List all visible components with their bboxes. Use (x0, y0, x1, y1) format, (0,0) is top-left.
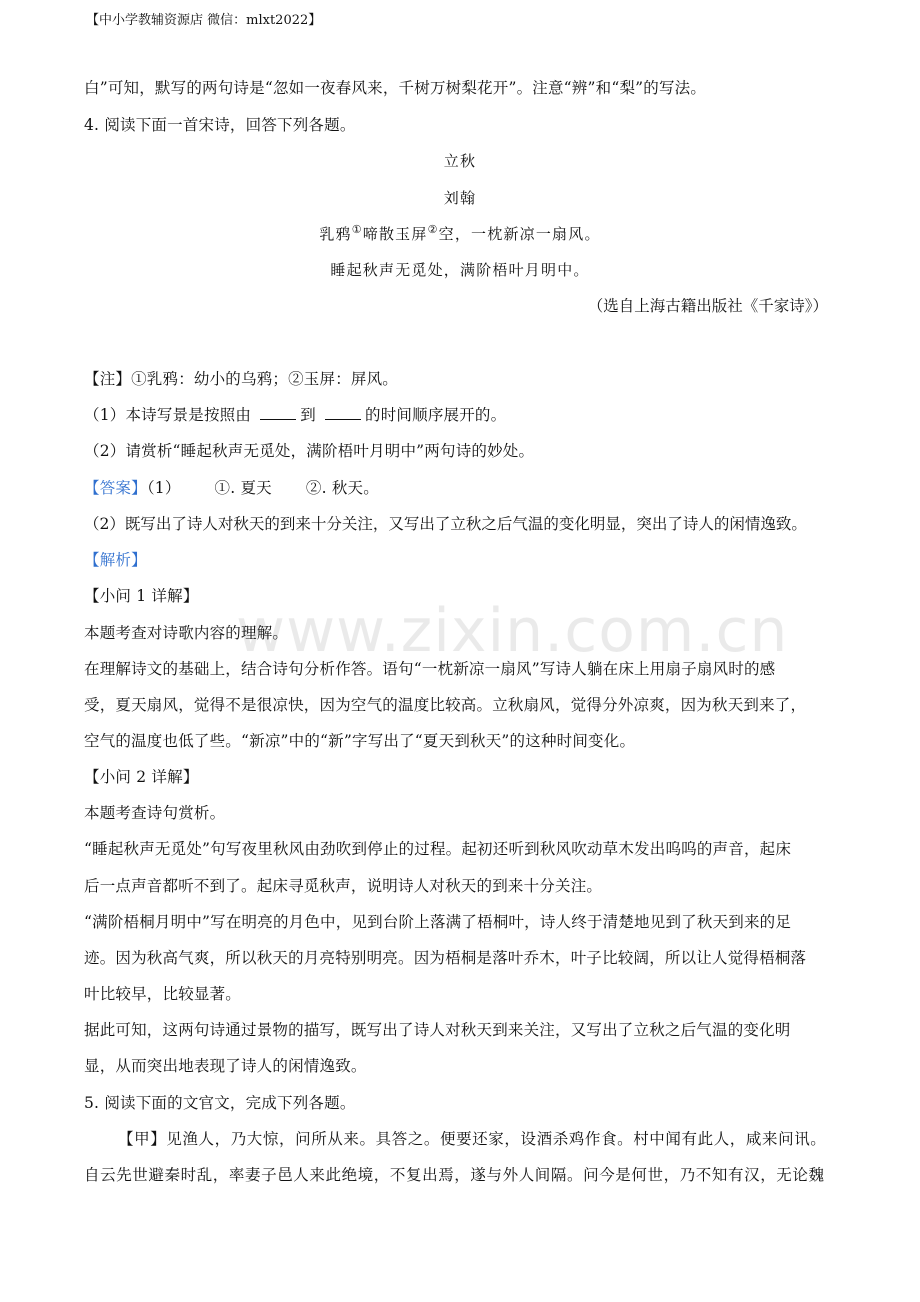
paragraph-line: 空气的温度也低了些。“新凉”中的“新”字写出了“夏天到秋天”的这种时间变化。 (84, 732, 636, 750)
paragraph-line: 受，夏天扇风，觉得不是很凉快，因为空气的温度比较高。立秋扇风，觉得分外凉爽，因为秋天到来了， (84, 696, 807, 714)
poem-line-1 (0, 224, 920, 244)
poem-author: 刘翰 (443, 189, 477, 207)
paragraph-line: “满阶梧桐月明中”写在明亮的月色中，见到台阶上落满了梧桐叶，诗人终于清楚地见到了秋天到来的足 (84, 913, 792, 931)
paragraph-line: 后一点声音都听不到了。起床寻觅秋声，说明诗人对秋天的到来十分关注。 (84, 877, 603, 895)
answer-blank-1 (260, 405, 296, 420)
watermark: www.zixin.com.cn (236, 596, 789, 666)
answer-1-prefix: （1） (146, 479, 181, 497)
sub-question-1-part-b: 到 (300, 406, 322, 424)
passage-jia-line-1 (84, 1129, 826, 1149)
question-5-title: 5. 阅读下面的文官文，完成下列各题。 (84, 1094, 356, 1112)
paragraph-line: 在理解诗文的基础上，结合诗句分析作答。语句“一枕新凉一扇风”写诗人躺在床上用扇子扇风时的感 (84, 660, 776, 678)
footnote-marker-1: ① (351, 223, 363, 236)
footnote-marker-2: ② (427, 223, 439, 236)
answer-line-2: （2）既写出了诗人对秋天的到来十分关注，又写出了立秋之后气温的变化明显，突出了诗人的闲情逸致。 (84, 515, 807, 533)
poem-line-2: 睡起秋声无觅处，满阶梧叶月明中。 (330, 261, 590, 279)
poem-title: 立秋 (443, 152, 477, 170)
poem-line-1-part-c: 空，一枕新凉一扇风。 (438, 225, 601, 243)
poem-line-1-part-b: 啼散玉屏 (362, 225, 428, 243)
paragraph-line: 叶比较早，比较显著。 (84, 985, 242, 1003)
sub-question-1-heading: 【小问 1 详解】 (84, 587, 199, 605)
sub-question-1-part-c: 的时间顺序展开的。 (365, 406, 507, 424)
paragraph-line: 本题考查诗句赏析。 (84, 804, 226, 822)
paragraph-line: 迹。因为秋高气爽，所以秋天的月亮特别明亮。因为梧桐是落叶乔木，叶子比较阔，所以让人觉得梧桐落 (84, 949, 807, 967)
answer-line-1 (84, 478, 379, 498)
page-header: 【中小学教辅资源店 微信：mlxt2022】 (86, 13, 322, 28)
answer-1-option-2: ②. 秋天。 (305, 479, 379, 497)
analysis-label: 【解析】 (84, 551, 147, 569)
poem-line-1-part-a: 乳鸦 (319, 225, 352, 243)
poem-source: （选自上海古籍出版社《千家诗》） (587, 297, 828, 315)
sub-question-2: （2）请赏析“睡起秋声无觅处，满阶梧叶月明中”两句诗的妙处。 (84, 442, 535, 460)
paragraph-line: 本题考查对诗歌内容的理解。 (84, 624, 289, 642)
text-line: 白”可知，默写的两句诗是“忽如一夜春风来，千树万树梨花开”。注意“辨”和“梨”的写法。 (84, 79, 707, 97)
answer-1-option-1: ①. 夏天 (214, 479, 272, 497)
answer-blank-2 (325, 405, 361, 420)
sub-question-1 (84, 405, 506, 425)
question-4-title: 4. 阅读下面一首宋诗，回答下列各题。 (84, 116, 356, 134)
sub-question-1-part-a: （1）本诗写景是按照由 (84, 406, 257, 424)
paragraph-line: 显，从而突出地表现了诗人的闲情逸致。 (84, 1057, 367, 1075)
annotation-note: 【注】①乳鸦：幼小的乌鸦；②玉屏：屏风。 (84, 370, 399, 388)
passage-jia-line-2: 自云先世避秦时乱，率妻子邑人来此绝境，不复出焉，遂与外人间隔。问今是何世，乃不知有汉，无论魏 (84, 1166, 825, 1184)
paragraph-line: 据此可知，这两句诗通过景物的描写，既写出了诗人对秋天到来关注，又写出了立秋之后气温的变化明 (84, 1021, 791, 1039)
sub-question-2-heading: 【小问 2 详解】 (84, 768, 199, 786)
paragraph-line: “睡起秋声无觅处”句写夜里秋风由劲吹到停止的过程。起初还听到秋风吹动草木发出呜呜的声音，起床 (84, 840, 792, 858)
answer-label: 【答案】 (84, 479, 147, 497)
passage-jia-text: 【甲】见渔人，乃大惊，问所从来。具答之。便要还家，设酒杀鸡作食。村中闻有此人，咸来问讯。 (118, 1130, 827, 1148)
